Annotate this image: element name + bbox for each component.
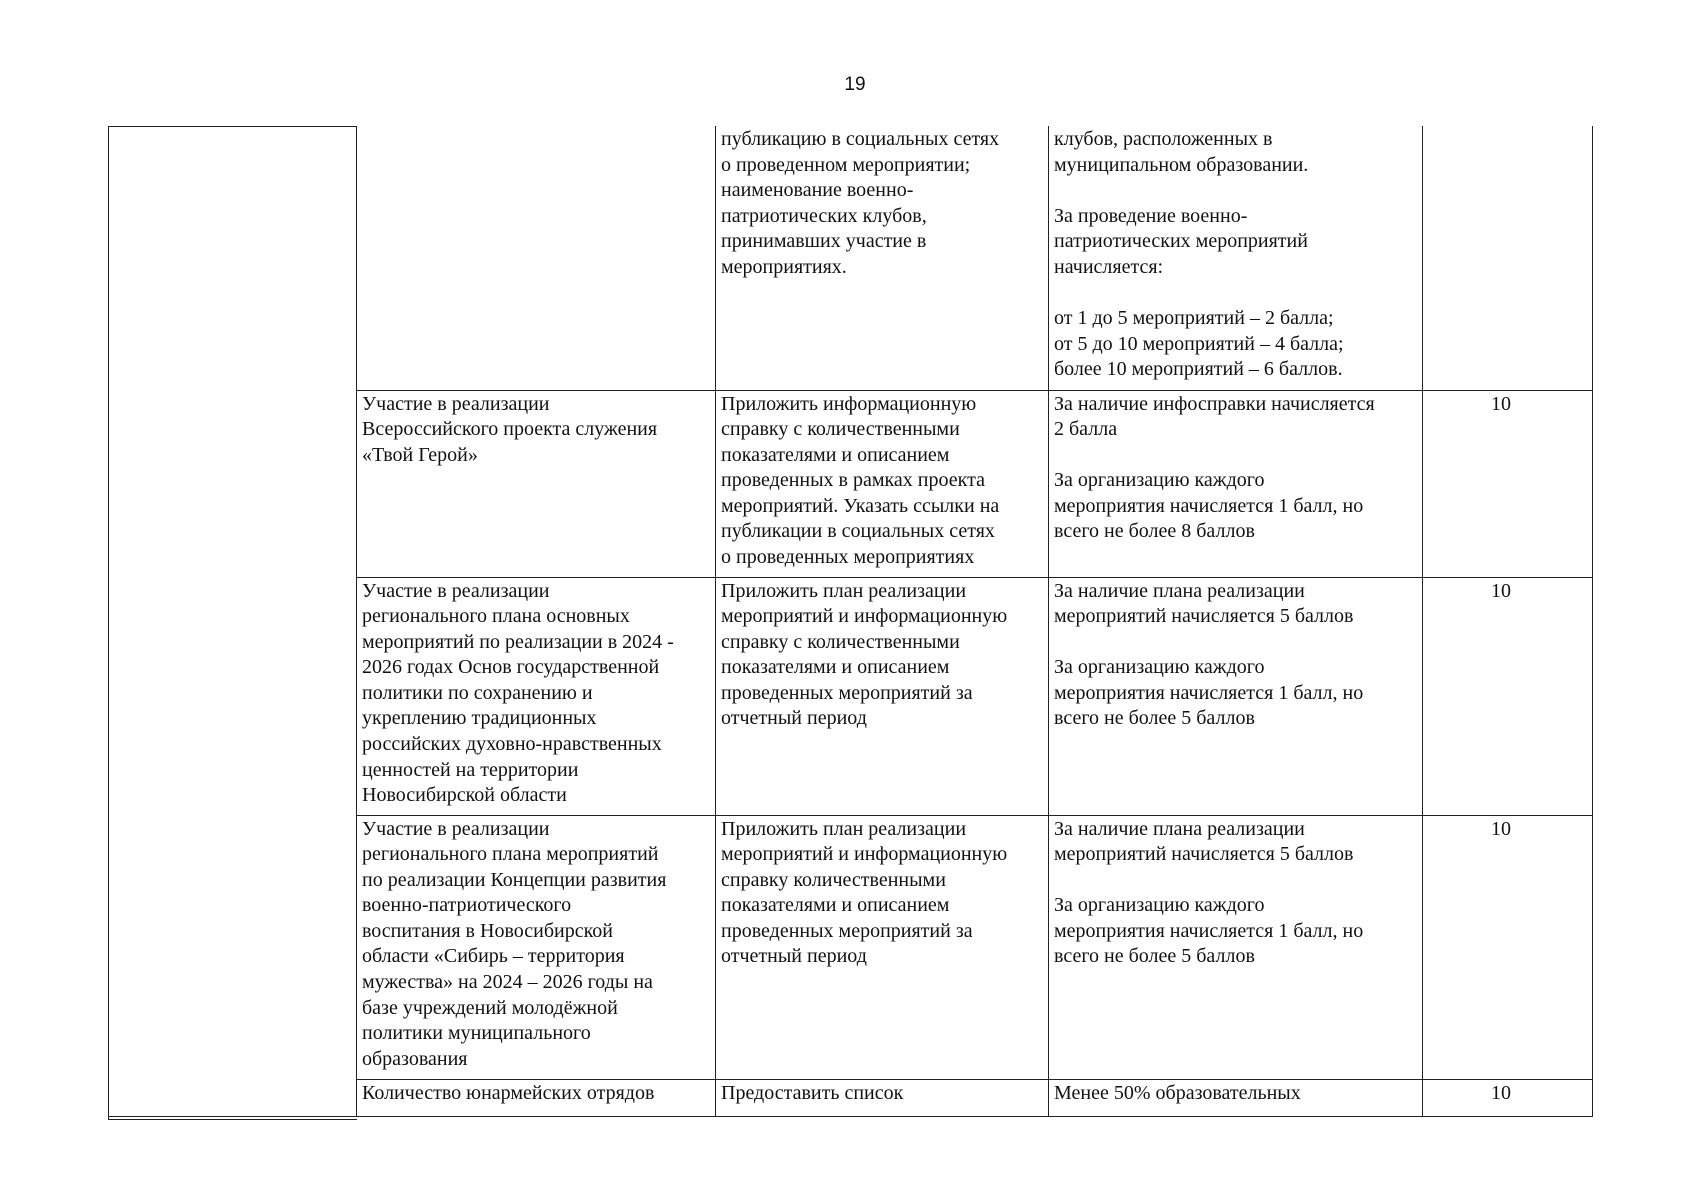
scoring-cell: Менее 50% образовательных (1049, 1079, 1423, 1117)
criterion-cell: Участие в реализации регионального плана мероприятий по реализации Концепции развития военно-патриотического воспитания в Новосибирской области «Сибирь – территория мужества» на 2024 – 2026 годы на базе учреждений молодёжной политики муниципального образования (357, 815, 716, 1079)
max-score-cell: 10 (1423, 815, 1593, 1079)
table-row (357, 390, 1593, 577)
criterion-cell (357, 126, 716, 390)
scoring-cell: За наличие плана реализации мероприятий начисляется 5 баллов За организацию каждого мероприятия начисляется 1 балл, но всего не более 5 баллов (1049, 577, 1423, 815)
table-row (357, 577, 1593, 815)
max-score-cell: 10 (1423, 390, 1593, 577)
criterion-cell: Количество юнармейских отрядов (357, 1079, 716, 1117)
documents-cell: Приложить информационную справку с количественными показателями и описанием проведенных в рамках проекта мероприятий. Указать ссылки на публикации в социальных сетях о проведенных мероприятиях (716, 390, 1049, 577)
criterion-cell: Участие в реализации Всероссийского проекта служения «Твой Герой» (357, 390, 716, 577)
criterion-cell: Участие в реализации регионального плана основных мероприятий по реализации в 2024 - 2026 годах Основ государственной политики по сохранению и укреплению традиционных российских духовно-нравственных ценностей на территории Новосибирской области (357, 577, 716, 815)
documents-cell: Приложить план реализации мероприятий и информационную справку с количественными показателями и описанием проведенных мероприятий за отчетный период (716, 577, 1049, 815)
outer-frame-left (108, 126, 357, 1120)
documents-cell: Приложить план реализации мероприятий и информационную справку количественными показателями и описанием проведенных мероприятий за отчетный период (716, 815, 1049, 1079)
scoring-cell: клубов, расположенных в муниципальном образовании. За проведение военно- патриотических мероприятий начисляется: от 1 до 5 мероприятий – 2 балла; от 5 до 10 мероприятий – 4 балла; более 10 мероприятий – 6 баллов. (1049, 126, 1423, 390)
table-row (357, 126, 1593, 390)
documents-cell: Предоставить список (716, 1079, 1049, 1117)
scoring-cell: За наличие плана реализации мероприятий начисляется 5 баллов За организацию каждого мероприятия начисляется 1 балл, но всего не более 5 баллов (1049, 815, 1423, 1079)
table-row (357, 815, 1593, 1079)
max-score-cell: 10 (1423, 577, 1593, 815)
documents-cell: публикацию в социальных сетях о проведенном мероприятии; наименование военно- патриотических клубов, принимавших участие в мероприятиях. (716, 126, 1049, 390)
criteria-table (356, 126, 1593, 1117)
max-score-cell: 10 (1423, 1079, 1593, 1117)
scoring-cell: За наличие инфосправки начисляется 2 балла За организацию каждого мероприятия начисляется 1 балл, но всего не более 8 баллов (1049, 390, 1423, 577)
max-score-cell (1423, 126, 1593, 390)
table-row (357, 1079, 1593, 1117)
page-number: 19 (844, 74, 866, 95)
